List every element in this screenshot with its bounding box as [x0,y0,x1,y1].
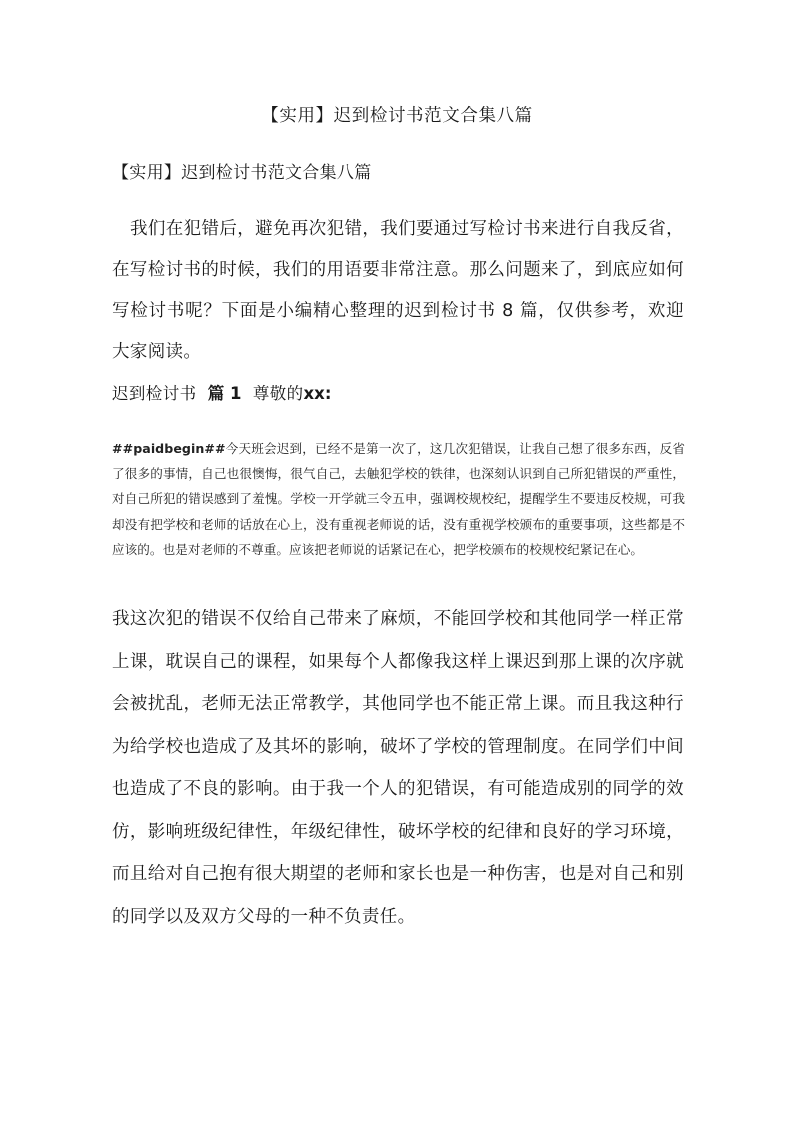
small-note-text: 今天班会迟到，已经不是第一次了，这几次犯错误，让我自己想了很多东西，反省了很多的事情，自己也很懊悔，很气自己，去触犯学校的铁律，也深刻认识到自己所犯错误的严重性，对自己所犯的错误感到了羞愧。学校一开学就三令五申，强调校规校纪，提醒学生不要违反校规，可我却没有把学校和老师的话放在心上，没有重视老师说的话，没有重视学校颁布的重要事项，这些都是不应该的。也是对老师的不尊重。应该把老师说的话紧记在心，把学校颁布的校规校纪紧记在心。 [112,441,685,557]
document-subheading: 【实用】迟到检讨书范文合集八篇 [112,163,372,183]
section-heading-label: 迟到检讨书 [112,384,197,403]
section-heading [112,382,682,407]
section-heading-number: 篇 1 [207,384,242,403]
small-note-paragraph [112,436,685,562]
body-paragraph: 我这次犯的错误不仅给自己带来了麻烦，不能回学校和其他同学一样正常上课，耽误自己的课程，如果每个人都像我这样上课迟到那上课的次序就会被扰乱，老师无法正常教学，其他同学也不能正常上课。而且我这种行为给学校也造成了及其坏的影响，破坏了学校的管理制度。在同学们中间也造成了不良的影响。由于我一个人的犯错误，有可能造成别的同学的效仿，影响班级纪律性，年级纪律性，破坏学校的纪律和良好的学习环境，而且给对自己抱有很大期望的老师和家长也是一种伤害，也是对自己和别的同学以及双方父母的一种不负责任。 [112,609,684,927]
intro-paragraph: 我们在犯错后，避免再次犯错，我们要通过写检讨书来进行自我反省，在写检讨书的时候，我们的用语要非常注意。那么问题来了，到底应如何写检讨书呢？下面是小编精心整理的迟到检讨书 8 篇，仅供参考，欢迎大家阅读。 [112,219,684,362]
section-salutation-prefix: 尊敬的 [252,384,304,403]
paid-content-marker: ##paidbegin## [112,441,226,456]
section-salutation-name: xx: [303,384,332,403]
page-title: 【实用】迟到检讨书范文合集八篇 [261,106,533,126]
